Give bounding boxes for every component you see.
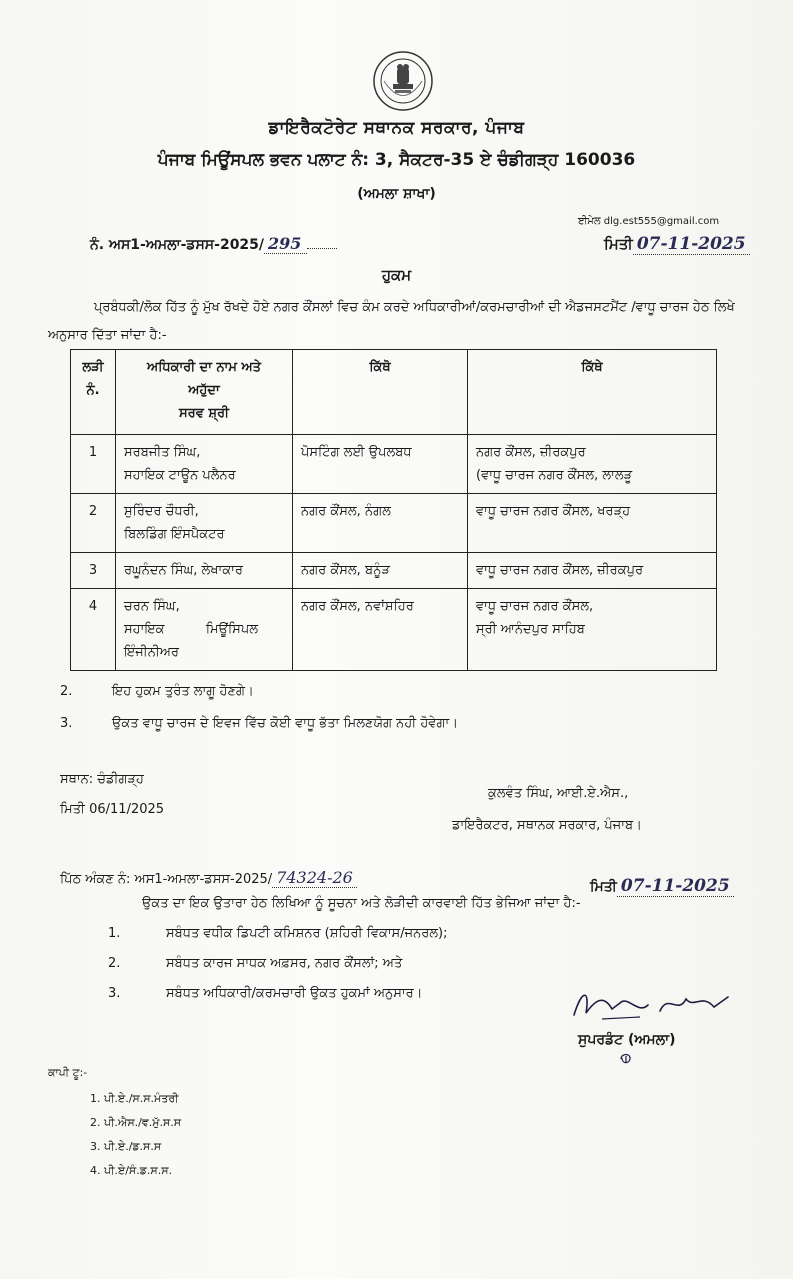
copy-to-item: 2. ਪੀ.ਐਸ./ਵ.ਮੁੱ.ਸ.ਸ [90, 1116, 182, 1129]
row-to-line2: (ਵਾਧੂ ਚਾਰਜ ਨਗਰ ਕੌਂਸਲ, ਲਾਲੜੂ [476, 468, 633, 483]
header-address: ਪੰਜਾਬ ਮਿਊਂਸਪਲ ਭਵਨ ਪਲਾਟ ਨੰ: 3, ਸੈਕਟਰ-35 ਏ ਚੰਡੀਗੜ੍ਹ 160036 [157, 150, 636, 170]
endorsement-item-text: ਸਬੰਧਤ ਵਧੀਕ ਡਿਪਟੀ ਕਮਿਸ਼ਨਰ (ਸ਼ਹਿਰੀ ਵਿਕਾਸ/ਜਨਰਲ); [166, 926, 448, 941]
header-name-line2: ਅਹੁੱਦਾ [188, 383, 220, 398]
endorsement-item-text: ਸਬੰਧਤ ਕਾਰਜ ਸਾਧਕ ਅਫ਼ਸਰ, ਨਗਰ ਕੌਂਸਲਾਂ; ਅਤੇ [166, 956, 403, 971]
row-to-line2: ਸ੍ਰੀ ਆਨੰਦਪੁਰ ਸਾਹਿਬ [476, 622, 585, 637]
row-from: ਪੋਸਟਿੰਗ ਲਈ ਉਪਲਬਧ [293, 435, 468, 494]
row-from: ਨਗਰ ਕੌਂਸਲ, ਨੰਗਲ [293, 494, 468, 553]
endorsement-item-number: 3. [108, 986, 121, 1001]
superintendent-label: ਸੁਪਰਡੰਟ (ਅਮਲਾ) [578, 1032, 676, 1048]
table-row [71, 553, 717, 589]
order-intro: ਪ੍ਰਬੰਧਕੀ/ਲੋਕ ਹਿੱਤ ਨੂੰ ਮੁੱਖ ਰੱਖਦੇ ਹੋਏ ਨਗਰ ਕੌਂਸਲਾਂ ਵਿਚ ਕੰਮ ਕਰਦੇ ਅਧਿਕਾਰੀਆਂ/ਕਰਮਚਾਰੀਆਂ ਦੀ ਐਡਜਸਟਮੈਂਟ /ਵਾਧੂ ਚਾਰਜ ਹੇਠ ਲਿਖੇ ਅਨੁਸਾਰ ਦਿੱਤਾ ਜਾਂਦਾ ਹੈ:- [48, 300, 735, 343]
header-serial [71, 350, 116, 435]
signatory-designation: ਡਾਇਰੈਕਟਰ, ਸਥਾਨਕ ਸਰਕਾਰ, ਪੰਜਾਬ। [452, 818, 642, 833]
row-name [116, 435, 293, 494]
reference-date-label: ਮਿਤੀ [604, 235, 633, 253]
row-serial: 3 [71, 553, 116, 589]
endorsement-prefix: ਪਿੱਠ ਅੰਕਣ ਨੰ: ਅਸ1-ਅਮਲਾ-ਡਸਸ-2025/ [60, 872, 273, 887]
copy-to-item: 4. ਪੀ.ਏ/ਸੰ.ਡ.ਸ.ਸ. [90, 1164, 173, 1177]
table-row [71, 435, 717, 494]
row-from: ਨਗਰ ਕੌਂਸਲ, ਬਨੂੰੜ [293, 553, 468, 589]
row-name-line3: ਇੰਜੀਨੀਅਰ [124, 645, 179, 660]
row-to [468, 435, 717, 494]
row-name [116, 589, 293, 671]
endorsement-item-number: 2. [108, 956, 121, 971]
row-from: ਨਗਰ ਕੌਂਸਲ, ਨਵਾਂਸ਼ਹਿਰ [293, 589, 468, 671]
row-name-line1: ਚਰਨ ਸਿੰਘ, [124, 599, 180, 614]
endorsement-number [60, 868, 357, 887]
endorsement-item-number: 1. [108, 926, 121, 941]
copy-to-label: ਕਾਪੀ ਟੂ:- [48, 1066, 88, 1079]
reference-number [90, 234, 337, 253]
header-from: ਕਿੱਥੋ [293, 350, 468, 435]
table-row [71, 494, 717, 553]
header-email: ਈਮੇਲ dlg.est555@gmail.com [578, 216, 720, 227]
point-3-text: ਉਕਤ ਵਾਧੂ ਚਾਰਜ ਦੇ ਇਵਜ ਵਿੱਚ ਕੋਈ ਵਾਧੂ ਭੱਤਾ ਮਿਲਣਯੋਗ ਨਹੀ ਹੋਵੇਗਾ। [112, 716, 458, 731]
header-branch: (ਅਮਲਾ ਸ਼ਾਖਾ) [357, 186, 436, 202]
row-name-line2: ਸਹਾਇਕ ਮਿਊਂਸਿਪਲ [124, 622, 259, 637]
endorsement-date-label: ਮਿਤੀ [590, 879, 617, 895]
row-name [116, 494, 293, 553]
row-to-line1: ਵਾਧੂ ਚਾਰਜ ਨਗਰ ਕੌਂਸਲ, [476, 599, 594, 614]
adjustment-table [70, 349, 717, 671]
signatory-name: ਕੁਲਵੰਤ ਸਿੰਘ, ਆਈ.ਏ.ਐਸ., [488, 786, 629, 801]
header-to: ਕਿੱਥੇ [468, 350, 717, 435]
point-3-number: 3. [60, 716, 73, 731]
table-header-row [71, 350, 717, 435]
endorsement-date-handwritten: 07-11-2025 [617, 876, 734, 897]
row-name-line2: ਬਿਲਡਿੰਗ ਇੰਸਪੈਕਟਰ [124, 527, 225, 542]
endorsement-number-handwritten: 74324-26 [272, 868, 357, 888]
reference-prefix: ਨੰ. ਅਸ1-ਅਮਲਾ-ਡਸਸ-2025/ [90, 237, 265, 253]
endorsement-intro: ਉਕਤ ਦਾ ਇਕ ਉਤਾਰਾ ਹੇਠ ਲਿਖਿਆ ਨੂੰ ਸੂਚਨਾ ਅਤੇ ਲੋੜੀਦੀ ਕਾਰਵਾਈ ਹਿੱਤ ਭੇਜਿਆ ਜਾਂਦਾ ਹੈ:- [142, 896, 581, 911]
row-to: ਵਾਧੂ ਚਾਰਜ ਨਗਰ ਕੌਂਸਲ, ਖਰੜ੍ਹ [468, 494, 717, 553]
point-2-text: ਇਹ ਹੁਕਮ ਤੁਰੰਤ ਲਾਗੂ ਹੋਣਗੇ। [112, 684, 254, 699]
endorsement-date [590, 876, 734, 896]
header-name [116, 350, 293, 435]
row-to: ਵਾਧੂ ਚਾਰਜ ਨਗਰ ਕੌਂਸਲ, ਜ਼ੀਰਕਪੁਰ [468, 553, 717, 589]
copy-to-item: 3. ਪੀ.ਏ./ਡ.ਸ.ਸ [90, 1140, 162, 1153]
order-title: ਹੁਕਮ [381, 266, 412, 284]
row-serial: 1 [71, 435, 116, 494]
row-to [468, 589, 717, 671]
row-name: ਰਘੂਨੰਦਨ ਸਿੰਘ, ਲੇਖਾਕਾਰ [116, 553, 293, 589]
table-row [71, 589, 717, 671]
header-name-line1: ਅਧਿਕਾਰੀ ਦਾ ਨਾਮ ਅਤੇ [147, 360, 261, 375]
reference-date [604, 234, 750, 254]
header-serial-line2: ਨੰ. [86, 383, 100, 398]
row-name-line1: ਸੁਰਿੰਦਰ ਚੌਧਰੀ, [124, 504, 199, 519]
row-name-line1: ਸਰਬਜੀਤ ਸਿੰਘ, [124, 445, 201, 460]
point-2-number: 2. [60, 684, 73, 699]
reference-number-handwritten: 295 [264, 234, 307, 254]
header-title: ਡਾਇਰੈਕਟੋਰੇਟ ਸਥਾਨਕ ਸਰਕਾਰ, ਪੰਜਾਬ [268, 118, 525, 138]
initial-mark [618, 1052, 634, 1066]
reference-date-handwritten: 07-11-2025 [633, 234, 750, 255]
row-serial: 2 [71, 494, 116, 553]
row-name-line2: ਸਹਾਇਕ ਟਾਊਨ ਪਲੈਨਰ [124, 468, 236, 483]
state-emblem-seal [372, 50, 434, 112]
copy-to-item: 1. ਪੀ.ਏ./ਸ.ਸ.ਮੰਤਰੀ [90, 1092, 179, 1105]
row-to-line1: ਨਗਰ ਕੌਂਸਲ, ਜ਼ੀਰਕਪੁਰ [476, 445, 586, 460]
issue-date: ਮਿਤੀ 06/11/2025 [60, 802, 165, 817]
handwritten-signature [568, 985, 738, 1025]
header-name-line3: ਸਰਵ ਸ਼੍ਰੀ [178, 406, 229, 421]
header-serial-line1: ਲੜੀ [82, 360, 104, 375]
place: ਸਥਾਨ: ਚੰਡੀਗੜ੍ਹ [60, 772, 144, 787]
row-serial: 4 [71, 589, 116, 671]
endorsement-item-text: ਸਬੰਧਤ ਅਧਿਕਾਰੀ/ਕਰਮਚਾਰੀ ਉਕਤ ਹੁਕਮਾਂ ਅਨੁਸਾਰ। [166, 986, 423, 1001]
